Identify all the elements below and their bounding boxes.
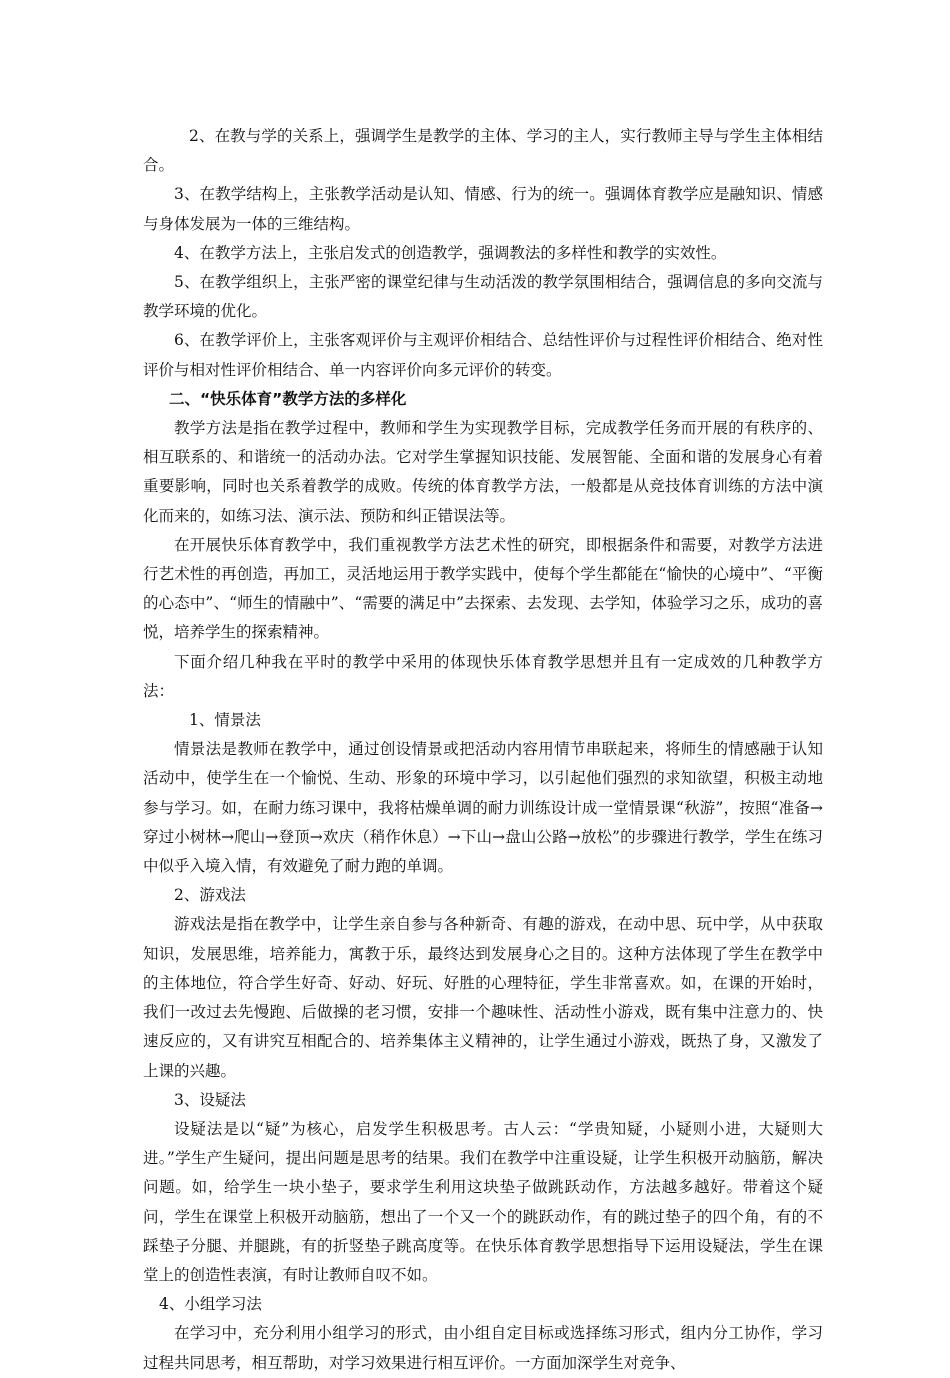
paragraph-teacher-student-relation: 2、在教与学的关系上，强调学生是教学的主体、学习的主人，实行教师主导与学生主体相结合。 <box>143 127 823 175</box>
subheading-questioning-method: 3、设疑法 <box>174 1090 246 1109</box>
subheading-scenario-method: 1、情景法 <box>189 711 261 730</box>
paragraph-game-method: 游戏法是指在教学中，让学生亲自参与各种新奇、有趣的游戏，在动中思、玩中学，从中获取知识，发展思维，培养能力，寓教于乐，最终达到发展身心之目的。这种方法体现了学生在教学中的主体地位，符合学生好奇、好动、好玩、好胜的心理特征，学生非常喜欢。如，在课的开始时，我们一改过去先慢跑、后做操的老习惯，安排一个趣味性、活动性小游戏，既有集中注意力的、快速反应的，又有讲究互相配合的、培养集体主义精神的，让学生通过小游戏，既热了身，又激发了上课的兴趣。 <box>143 915 823 1080</box>
paragraph-questioning-method: 设疑法是以“疑”为核心，启发学生积极思考。古人云：“学贵知疑，小疑则小进，大疑则大进。”学生产生疑问，提出问题是思考的结果。我们在教学中注重设疑，让学生积极开动脑筋，解决问题。如，给学生一块小垫子，要求学生利用这块垫子做跳跃动作，方法越多越好。带着这个疑问，学生在课堂上积极开动脑筋，想出了一个又一个的跳跃动作，有的跳过垫子的四个角，有的不踩垫子分腿、并腿跳，有的折竖垫子跳高度等。在快乐体育教学思想指导下运用设疑法，学生在课堂上的创造性表演，有时让教师自叹不如。 <box>143 1119 823 1284</box>
subheading-game-method: 2、游戏法 <box>174 886 246 905</box>
paragraph-method-definition: 教学方法是指在教学过程中，教师和学生为实现教学目标，完成教学任务而开展的有秩序的、相互联系的、和谐统一的活动办法。它对学生掌握知识技能、发展智能、全面和谐的发展身心有着重要影响，同时也关系着教学的成败。传统的体育教学方法，一般都是从竞技体育训练的方法中演化而来的，如练习法、演示法、预防和纠正错误法等。 <box>143 419 823 525</box>
paragraph-teaching-evaluation: 6、在教学评价上，主张客观评价与主观评价相结合、总结性评价与过程性评价相结合、绝对性评价与相对性评价相结合、单一内容评价向多元评价的转变。 <box>143 331 823 379</box>
paragraph-teaching-organization: 5、在教学组织上，主张严密的课堂纪律与生动活泼的教学氛围相结合，强调信息的多向交流与教学环境的优化。 <box>143 273 823 321</box>
subheading-group-learning-method: 4、小组学习法 <box>159 1295 262 1314</box>
paragraph-methods-intro: 下面介绍几种我在平时的教学中采用的体现快乐体育教学思想并且有一定成效的几种教学方法： <box>143 652 823 700</box>
paragraph-scenario-method: 情景法是教师在教学中，通过创设情景或把活动内容用情节串联起来，将师生的情感融于认知活动中，使学生在一个愉悦、生动、形象的环境中学习，以引起他们强烈的求知欲望，积极主动地参与学习。如，在耐力练习课中，我将枯燥单调的耐力训练设计成一堂情景课“秋游”，按照“准备→穿过小树林→爬山→登顶→欢庆（稍作休息）→下山→盘山公路→放松”的步骤进行教学，学生在练习中似乎入境入情，有效避免了耐力跑的单调。 <box>143 740 823 876</box>
paragraph-teaching-structure: 3、在教学结构上，主张教学活动是认知、情感、行为的统一。强调体育教学应是融知识、情感与身体发展为一体的三维结构。 <box>143 185 823 233</box>
paragraph-method-artistry: 在开展快乐体育教学中，我们重视教学方法艺术性的研究，即根据条件和需要，对教学方法进行艺术性的再创造，再加工，灵活地运用于教学实践中，使每个学生都能在“愉快的心境中”、“平衡的心态中”、“师生的情融中”、“需要的满足中”去探索、去发现、去学知，体验学习之乐，成功的喜悦，培养学生的探索精神。 <box>143 535 823 642</box>
paragraph-teaching-method: 4、在教学方法上，主张启发式的创造教学，强调教法的多样性和教学的实效性。 <box>174 243 727 262</box>
document-body <box>143 122 823 1378</box>
paragraph-group-learning-method: 在学习中，充分利用小组学习的形式，由小组自定目标或选择练习形式，组内分工协作，学习过程共同思考，相互帮助，对学习效果进行相互评价。一方面加深学生对竞争、 <box>143 1324 823 1372</box>
section-heading-2: 二、“快乐体育”教学方法的多样化 <box>169 389 407 408</box>
